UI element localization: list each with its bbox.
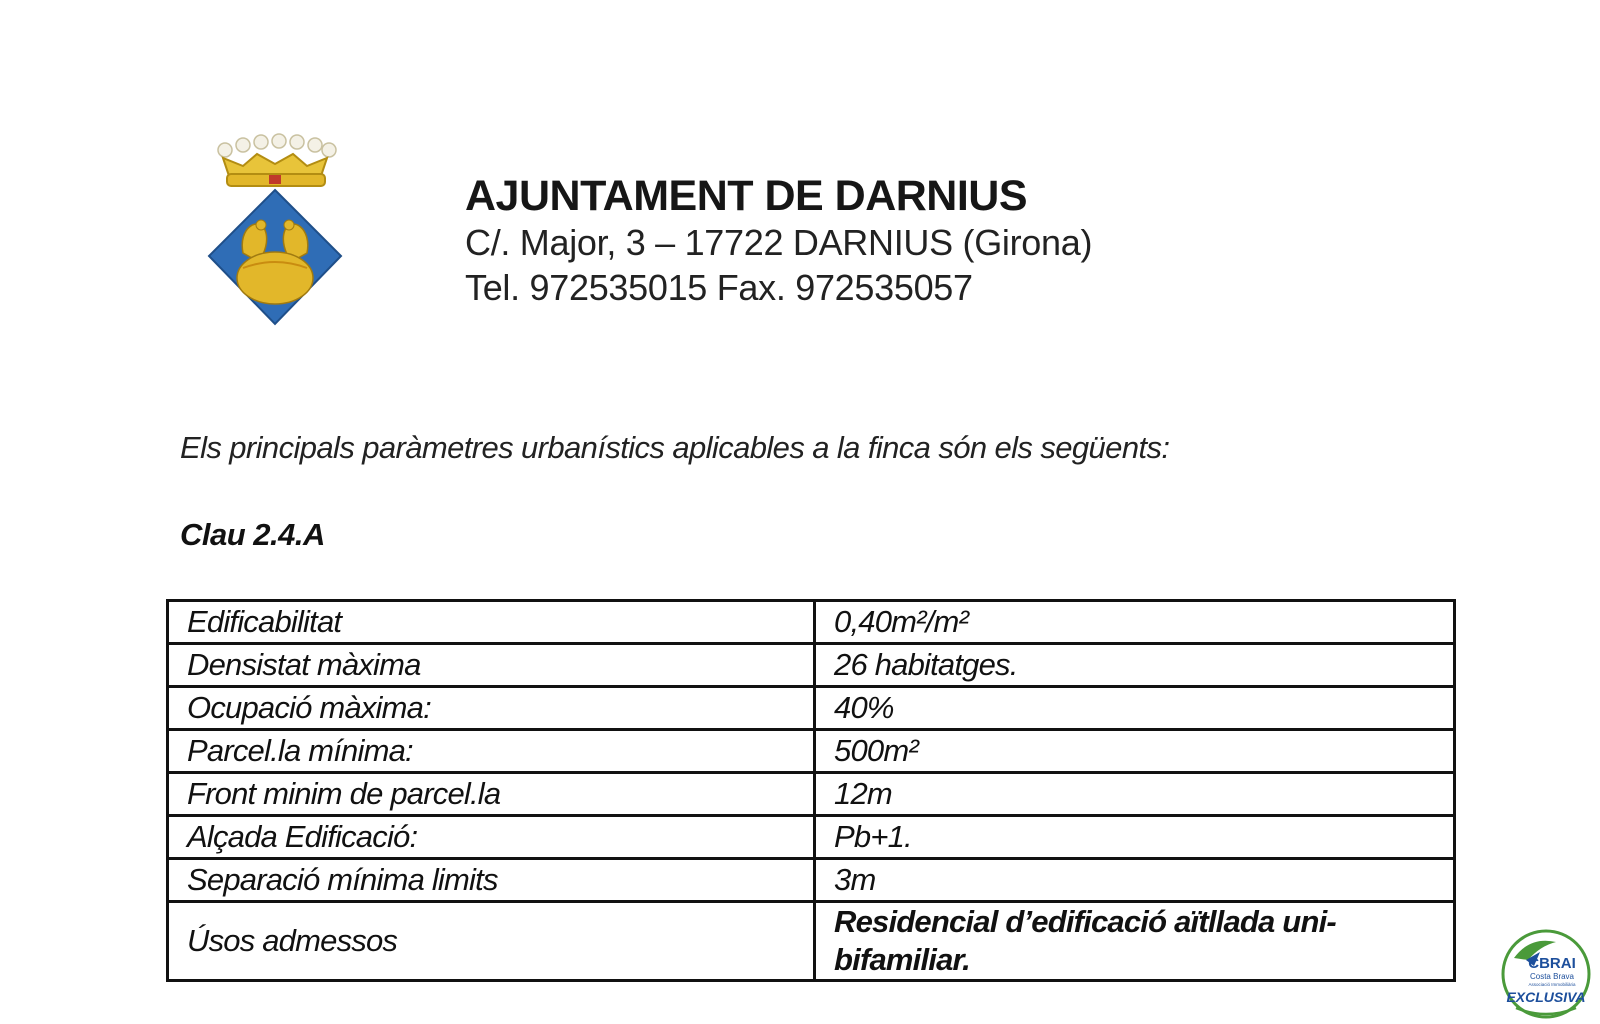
parameter-value: 26 habitatges. [815,644,1455,687]
parameter-label: Úsos admessos [168,902,815,981]
parameter-label: Edificabilitat [168,601,815,644]
parameters-table [166,599,1456,982]
parameter-value: Pb+1. [815,816,1455,859]
parameter-label: Parcel.la mínima: [168,730,815,773]
parameter-label: Densistat màxima [168,644,815,687]
table-row [168,902,1455,981]
table-row [168,816,1455,859]
parameter-value: Residencial d’edificació aïtllada uni-bifamiliar. [815,902,1455,981]
intro-text: Els principals paràmetres urbanístics aplicables a la finca són els següents: [180,430,1170,465]
badge-brand: CBRAI [1528,955,1576,972]
parameter-label: Ocupació màxima: [168,687,815,730]
badge-sub2: Associació Immobiliària [1528,982,1576,987]
table-row [168,644,1455,687]
table-row [168,859,1455,902]
parameter-label: Separació mínima limits [168,859,815,902]
crown-icon [218,134,336,186]
letterhead [465,172,1092,310]
parameter-value: 40% [815,687,1455,730]
parameter-value: 0,40m²/m² [815,601,1455,644]
table-row [168,730,1455,773]
badge-tag: EXCLUSIVA [1506,989,1586,1005]
table-row [168,773,1455,816]
coat-of-arms-icon [203,128,348,338]
table-row [168,687,1455,730]
zoning-key-heading: Clau 2.4.A [180,517,325,552]
address-line: C/. Major, 3 – 17722 DARNIUS (Girona) [465,222,1093,263]
parameter-label: Alçada Edificació: [168,816,815,859]
cbrai-exclusiva-badge-icon [1500,928,1592,1020]
table-row [168,601,1455,644]
organization-name: AJUNTAMENT DE DARNIUS [465,172,1028,220]
parameter-value: 500m² [815,730,1455,773]
phone-fax-line: Tel. 972535015 Fax. 972535057 [465,267,973,308]
badge-sub1: Costa Brava [1529,972,1575,981]
parameter-value: 12m [815,773,1455,816]
parameter-label: Front minim de parcel.la [168,773,815,816]
parameter-value: 3m [815,859,1455,902]
